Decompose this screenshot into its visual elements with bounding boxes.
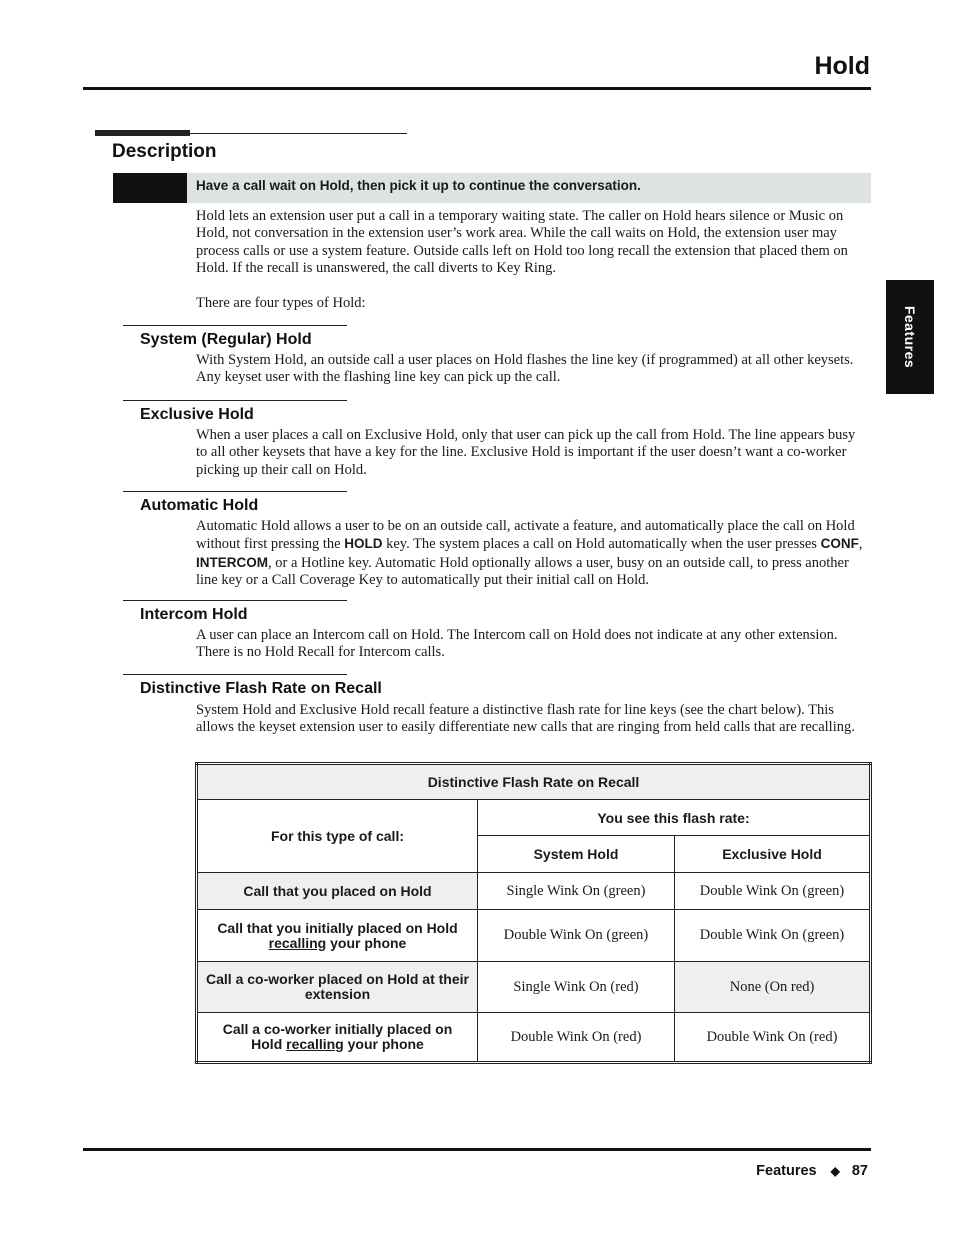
automatic-hold-text-1: Automatic Hold allows a user to be on an outside call, activate a feature, and automatically place the call on Hold without first pressing the: [196, 518, 855, 553]
row-label-suffix: your phone: [326, 934, 407, 951]
hold-key-label: HOLD: [344, 536, 383, 552]
row-call-type: [197, 962, 478, 1013]
subsection-rule: [123, 325, 347, 326]
row-system-hold: Double Wink On (red): [478, 1013, 675, 1063]
row-call-type: [197, 1013, 478, 1063]
row-exclusive-hold: Double Wink On (green): [675, 873, 871, 910]
table-row: [197, 962, 871, 1013]
recalling-term: recalling: [268, 934, 327, 951]
row-exclusive-hold: None (On red): [675, 962, 871, 1013]
table-row: [197, 1013, 871, 1063]
subsection-rule: [123, 400, 347, 401]
recalling-term: recalling: [286, 1036, 344, 1052]
col-header-exclusive-hold: Exclusive Hold: [675, 836, 871, 873]
row-call-type: [197, 910, 478, 962]
intro-paragraph: Hold lets an extension user put a call in a temporary waiting state. The caller on Hold hears silence or Music on Hold, not conversation in the extension user’s work area. While the call waits on Hold, the extension user may process calls or use a system feature. Outside calls left on Hold too long recall the extension that placed them on Hold. If the recall is unanswered, the call diverts to Key Ring.: [196, 208, 848, 276]
section-rule-thin: [190, 133, 407, 134]
intercom-key-label: INTERCOM: [196, 554, 268, 570]
row-system-hold: Double Wink On (green): [478, 910, 675, 962]
flash-rate-table: [195, 762, 872, 1064]
summary-marker: [113, 173, 187, 203]
footer: [756, 1163, 868, 1179]
footer-rule: [83, 1148, 871, 1151]
header-rule: [83, 87, 871, 90]
system-hold-text: With System Hold, an outside call a user places on Hold flashes the line key (if programmed) at all other keysets. Any keyset user with the flashing line key can pick up the call.: [196, 352, 854, 386]
distinctive-flash-heading: Distinctive Flash Rate on Recall: [140, 680, 382, 697]
footer-section: Features: [756, 1163, 817, 1179]
section-rule-thick: [95, 130, 190, 136]
diamond-icon: ◆: [830, 1164, 840, 1178]
row-exclusive-hold: Double Wink On (green): [675, 910, 871, 962]
intercom-hold-heading: Intercom Hold: [140, 606, 248, 623]
automatic-hold-text-2: key. The system places a call on Hold automatically when the user presses: [382, 536, 821, 553]
conf-key-label: CONF: [820, 536, 859, 552]
page-title: Hold: [814, 52, 870, 80]
table-row: [197, 910, 871, 962]
exclusive-hold-text: When a user places a call on Exclusive Hold, only that user can pick up the call from Hold. The line appears busy to all other keysets that have a key for the line. Exclusive Hold is important if the user doesn’t want a co-worker picking up their call on Hold.: [196, 427, 856, 478]
automatic-hold-heading: Automatic Hold: [140, 497, 259, 514]
row-label-suffix: your phone: [343, 1036, 424, 1052]
summary-text: Have a call wait on Hold, then pick it up to continue the conversation.: [187, 173, 871, 203]
table-title: Distinctive Flash Rate on Recall: [197, 764, 871, 800]
side-tab-label: Features: [902, 305, 918, 369]
side-tab[interactable]: [886, 280, 934, 394]
col-header-flash-rate: You see this flash rate:: [478, 800, 871, 836]
row-system-hold: Single Wink On (green): [478, 873, 675, 910]
col-header-system-hold: System Hold: [478, 836, 675, 873]
table-row: [197, 873, 871, 910]
types-line: There are four types of Hold:: [196, 295, 366, 311]
subsection-rule: [123, 491, 347, 492]
row-label-text: Call that you placed on Hold: [243, 882, 432, 899]
intercom-hold-text: A user can place an Intercom call on Hold. The Intercom call on Hold does not indicate at any other extension. There is no Hold Recall for Intercom calls.: [196, 627, 838, 661]
row-exclusive-hold: Double Wink On (red): [675, 1013, 871, 1063]
system-hold-heading: System (Regular) Hold: [140, 331, 312, 348]
col-header-call-type: For this type of call:: [197, 800, 478, 873]
automatic-hold-text-3: , or a Hotline key. Automatic Hold optionally allows a user, busy on an outside call, to press another line key or a Call Coverage Key to automatically put their initial call on Hold.: [196, 554, 849, 588]
key-separator: ,: [858, 536, 863, 553]
row-system-hold: Single Wink On (red): [478, 962, 675, 1013]
subsection-rule: [123, 600, 347, 601]
exclusive-hold-heading: Exclusive Hold: [140, 406, 254, 423]
page-number: 87: [851, 1163, 868, 1179]
row-call-type: [197, 873, 478, 910]
row-label-text: Call a co-worker placed on Hold at their extension: [206, 971, 469, 1002]
distinctive-flash-text: System Hold and Exclusive Hold recall feature a distinctive flash rate for line keys (see the chart below). This allows the keyset extension user to easily differentiate new calls that are ringing from held calls that are recalling.: [196, 702, 855, 736]
section-heading: Description: [112, 141, 217, 162]
automatic-hold-text: [196, 518, 868, 589]
subsection-rule: [123, 674, 347, 675]
row-label-text: Call a co-worker initially placed on Hold: [222, 1021, 453, 1052]
row-label-text: Call that you initially placed on Hold: [217, 919, 458, 936]
